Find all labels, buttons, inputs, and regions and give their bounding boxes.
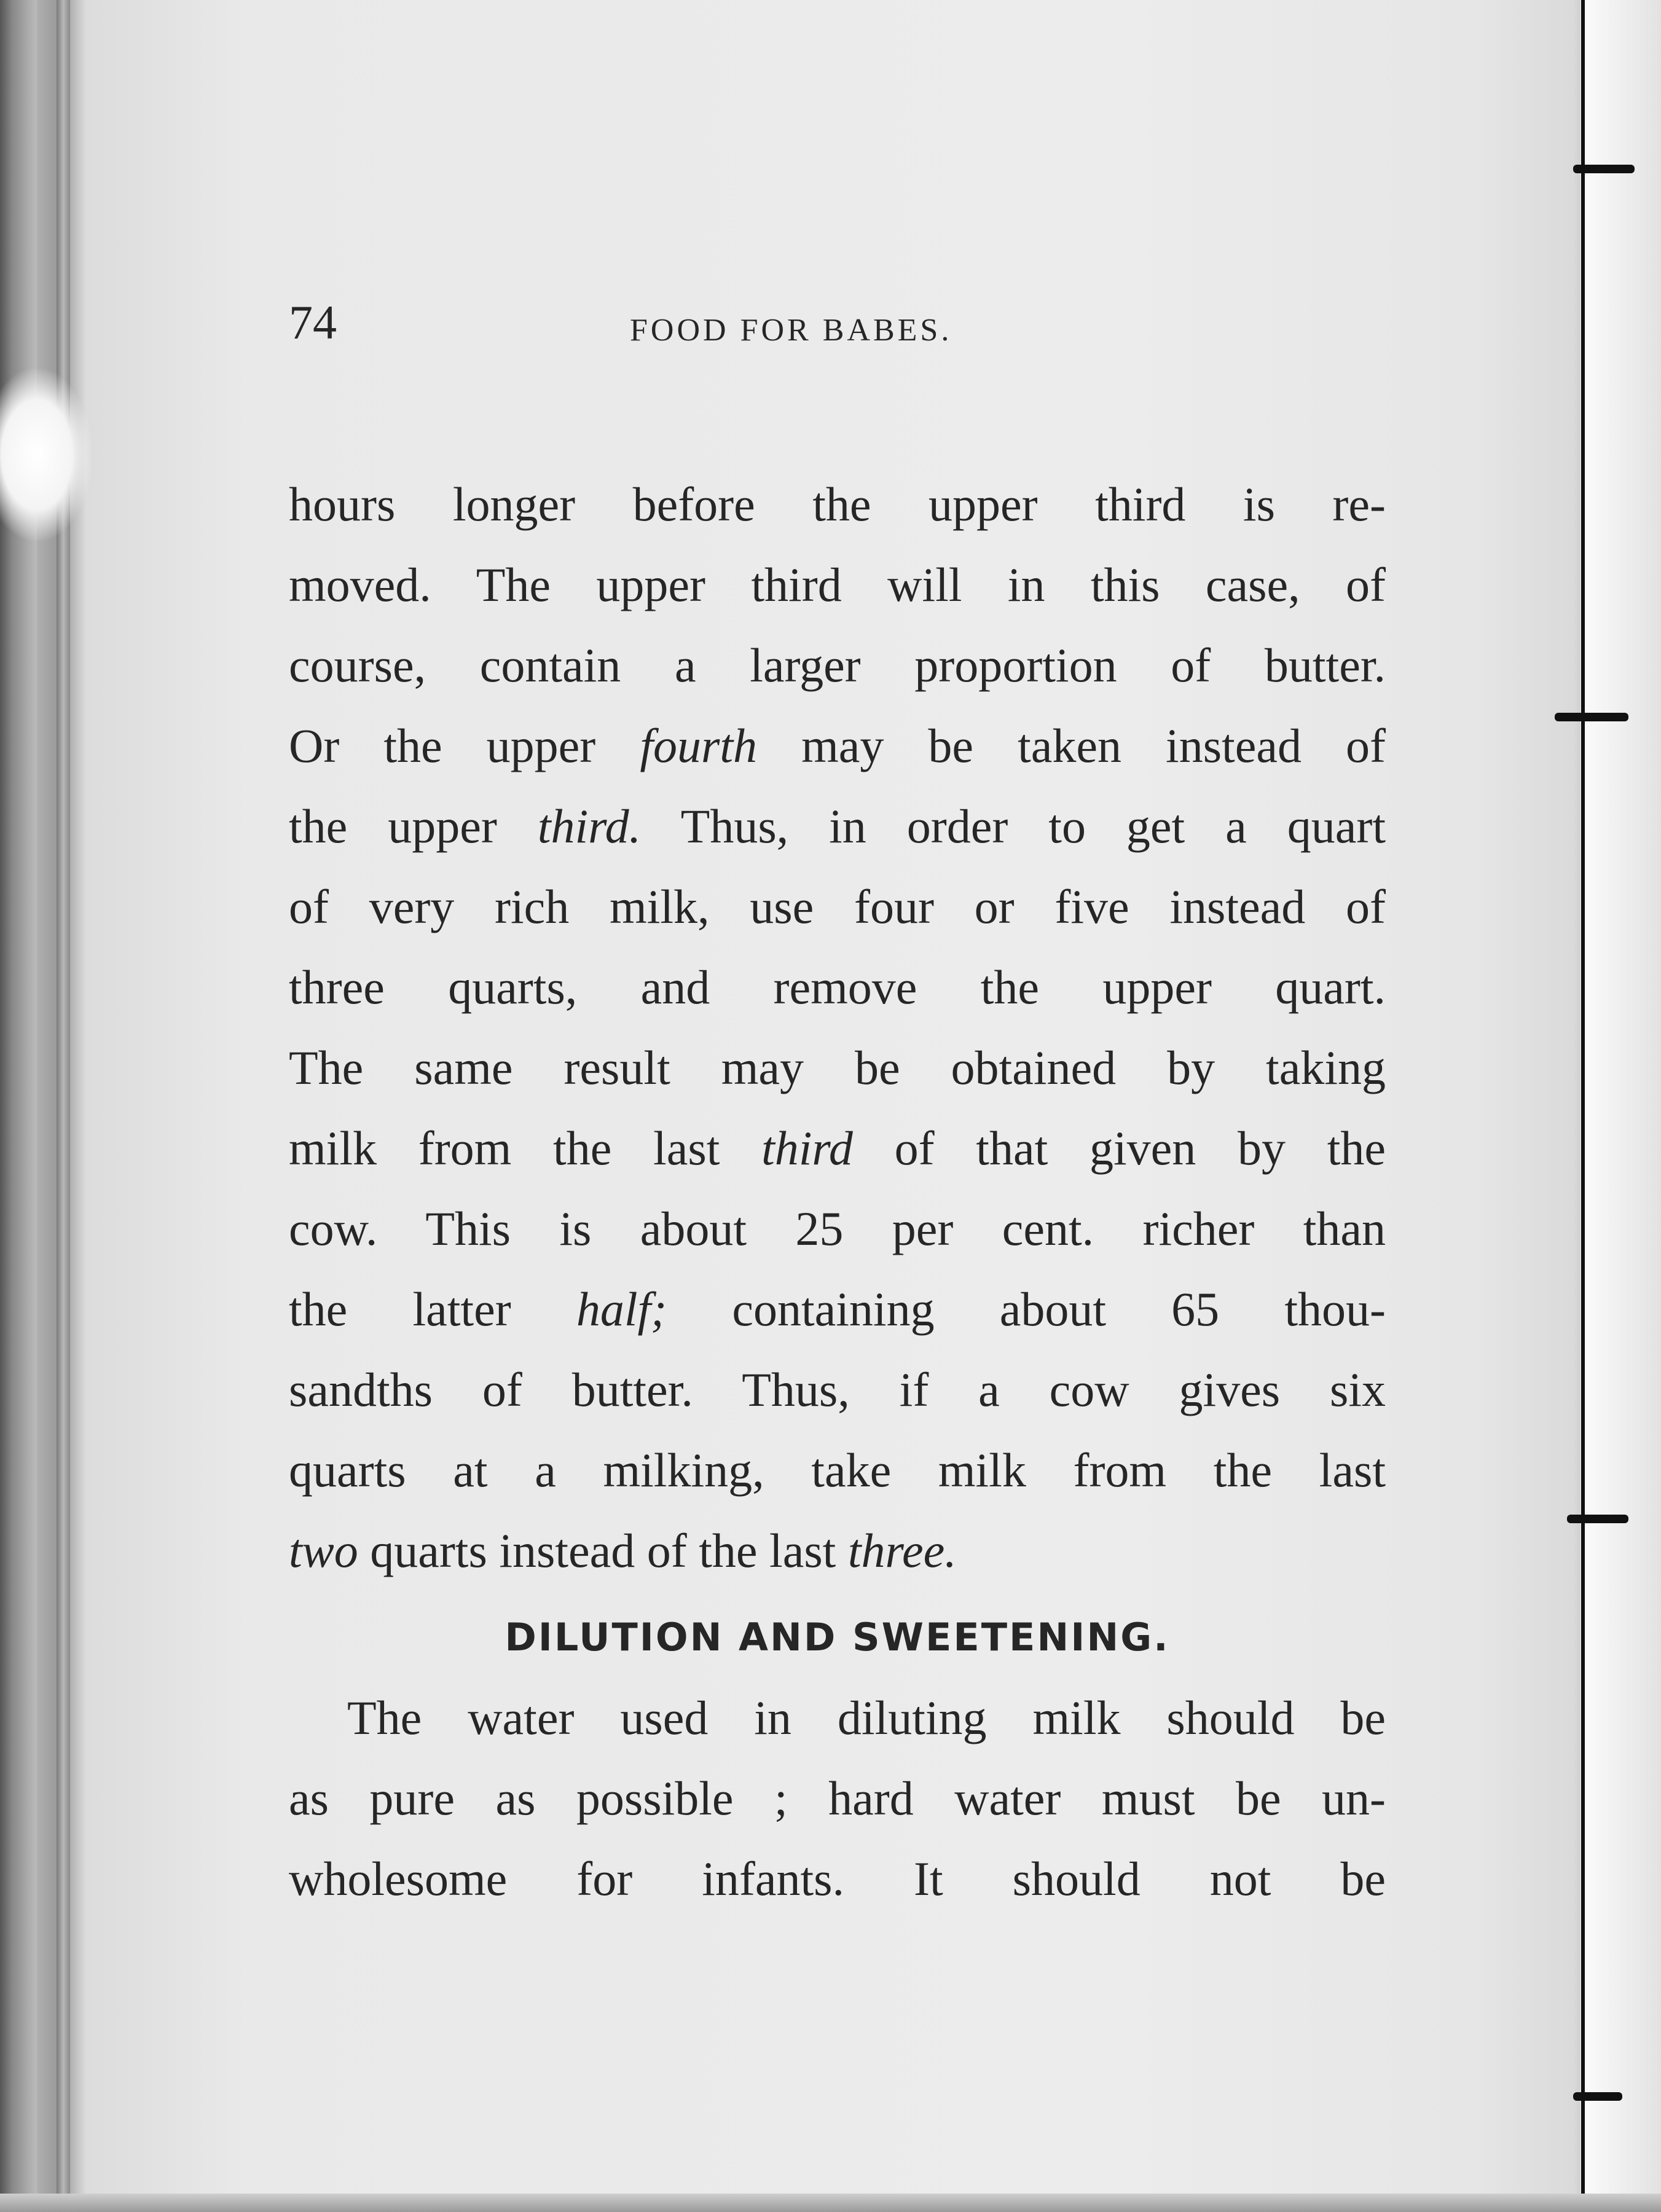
- text-line: hours longer before the upper third is re-: [289, 477, 1386, 531]
- left-binding-edge: [0, 0, 37, 2212]
- text-line: The same result may be obtained by taking: [289, 1041, 1386, 1094]
- text-line: milk from the last third of that given by the: [289, 1121, 1386, 1175]
- text-line: sandths of butter. Thus, if a cow gives six: [289, 1363, 1386, 1416]
- text-line: moved. The upper third will in this case, of: [289, 558, 1386, 611]
- binding-stitch: [1555, 713, 1628, 721]
- book-page: [289, 295, 1395, 1919]
- right-binding-strip: [1581, 0, 1661, 2212]
- binding-stitch: [1567, 1515, 1628, 1523]
- text-line: two quarts instead of the last three.: [289, 1524, 957, 1577]
- paragraph-milk-richness: [289, 464, 1395, 1591]
- text-line: The water used in diluting milk should be: [347, 1691, 1386, 1744]
- running-title: FOOD FOR BABES.: [630, 313, 952, 348]
- text-line: of very rich milk, use four or five instead of: [289, 880, 1386, 933]
- italic-word: half;: [576, 1282, 667, 1336]
- text-line: the latter half; containing about 65 thou-: [289, 1282, 1386, 1336]
- text-line: the upper third. Thus, in order to get a quart: [289, 799, 1386, 853]
- italic-word: three.: [847, 1524, 957, 1577]
- left-page-fold: [57, 0, 70, 2212]
- bottom-page-edge: [0, 2194, 1661, 2212]
- page-number: 74: [289, 296, 337, 349]
- italic-word: fourth: [640, 719, 758, 772]
- text-line: course, contain a larger proportion of butter.: [289, 638, 1386, 692]
- binding-stitch: [1573, 165, 1635, 173]
- text-line: Or the upper fourth may be taken instead of: [289, 719, 1386, 772]
- paragraph-dilution: [289, 1677, 1395, 1919]
- right-binding-line: [1581, 0, 1585, 2212]
- text-line: quarts at a milking, take milk from the last: [289, 1443, 1386, 1497]
- running-head: [289, 295, 1395, 356]
- italic-word: third: [761, 1121, 853, 1175]
- text-line: cow. This is about 25 per cent. richer than: [289, 1202, 1386, 1255]
- italic-word: two: [289, 1524, 358, 1577]
- text-line: as pure as possible ; hard water must be un-: [289, 1771, 1386, 1825]
- binding-stitch: [1573, 2092, 1622, 2101]
- italic-word: third.: [537, 799, 642, 853]
- paper-blemish: [0, 369, 92, 541]
- text-line: wholesome for infants. It should not be: [289, 1852, 1386, 1905]
- text-line: three quarts, and remove the upper quart.: [289, 960, 1386, 1014]
- section-heading: DILUTION AND SWEETENING.: [505, 1615, 1170, 1660]
